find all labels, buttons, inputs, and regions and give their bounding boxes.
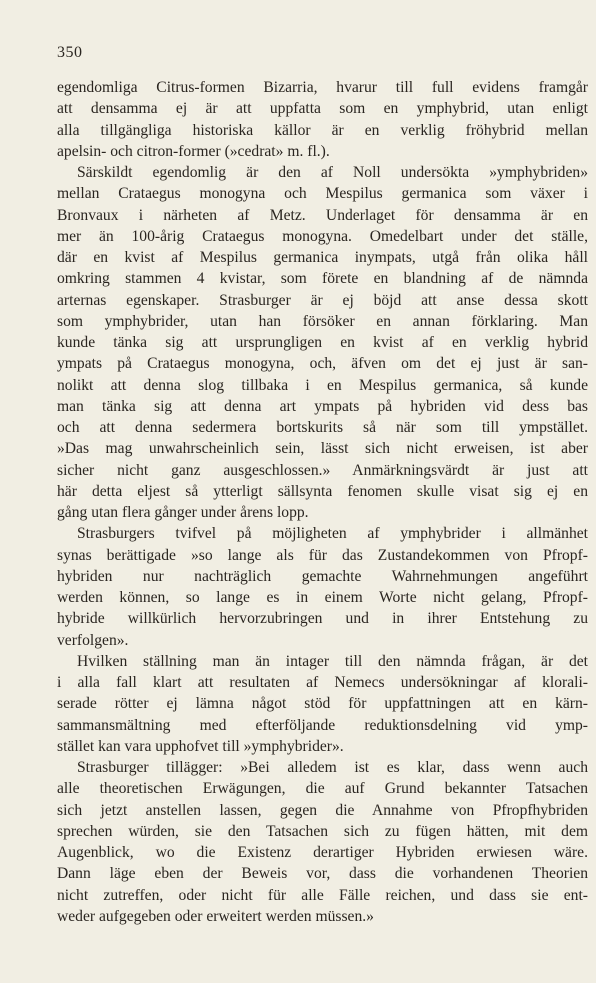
text-line: och att denna sedermera bortskurits så när som till ympstället. xyxy=(57,419,588,436)
text-line: mer än 100-årig Crataegus monogyna. Omedelbart under det ställe, xyxy=(57,227,588,245)
page-number: 350 xyxy=(57,44,83,61)
text-line: nolikt att denna slog tillbaka i en Mespilus germanica, så kunde xyxy=(57,376,588,394)
text-line: verfolgen». xyxy=(57,631,129,649)
text-line: werden können, so lange es in einem Worte nicht gelang, Pfropf- xyxy=(57,589,588,606)
text-line: i alla fall klart att resultaten af Nemecs undersökningar af klorali- xyxy=(57,674,588,691)
text-line: apelsin- och citron-former (»cedrat» m. fl.). xyxy=(57,142,330,160)
text-line: hybriden nur nachträglich gemachte Wahrnehmungen angeführt xyxy=(57,567,588,585)
text-line: sprechen würden, sie den Tatsachen sich zu fügen hätten, mit dem xyxy=(57,822,588,840)
text-line: arternas egenskaper. Strasburger är ej böjd att anse dessa skott xyxy=(57,291,588,309)
text-line: omkring stammen 4 kvistar, som förete en blandning af de nämnda xyxy=(57,270,588,288)
text-line: mellan Crataegus monogyna och Mespilus germanica som växer i xyxy=(57,185,588,203)
text-line: sich jetzt anstellen lassen, gegen die Annahme von Pfropfhybriden xyxy=(57,801,588,819)
text-line: synas berättigade »so lange als für das Zustandekommen von Pfropf- xyxy=(57,546,588,564)
text-line: egendomliga Citrus-formen Bizarria, hvarur till full evidens framgår xyxy=(57,79,588,96)
text-line: kunde tänka sig att ursprungligen en kvist af en verklig hybrid xyxy=(57,334,588,351)
text-line: där en kvist af Mespilus germanica inympats, utgå från olika håll xyxy=(57,249,588,266)
text-line: stället kan vara upphofvet till »ymphybrider». xyxy=(57,737,344,755)
text-line: sicher nicht ganz ausgeschlossen.» Anmärkningsvärdt är just att xyxy=(57,461,588,479)
text-line: serade rötter ej lämna något stöd för uppfattningen att en kärn- xyxy=(57,695,588,713)
text-line: sammansmältning med efterföljande reduktionsdelning vid ymp- xyxy=(57,716,588,734)
text-line: här detta eljest så ytterligt sällsynta fenomen skulle visat sig ej en xyxy=(57,482,588,500)
text-line: Dann läge eben der Beweis vor, dass die vorhandenen Theorien xyxy=(57,865,588,883)
text-line: hybride willkürlich hervorzubringen und in ihrer Entstehung zu xyxy=(57,610,588,628)
text-line: nicht zutreffen, oder nicht für alle Fälle reichen, und dass sie ent- xyxy=(57,886,588,904)
text-line: weder aufgegeben oder erweitert werden müssen.» xyxy=(57,907,374,925)
text-line: ympats på Crataegus monogyna, och, äfven om det ej just är san- xyxy=(57,355,588,373)
text-line: gång utan flera gånger under årens lopp. xyxy=(57,504,309,521)
body-text xyxy=(57,77,588,927)
text-line: Bronvaux i närheten af Metz. Underlaget för densamma är en xyxy=(57,206,588,224)
text-line: Särskildt egendomlig är den af Noll undersökta »ymphybriden» xyxy=(77,164,588,181)
text-line: alla tillgängliga historiska källor är en verklig fröhybrid mellan xyxy=(57,121,588,139)
text-line: att densamma ej är att uppfatta som en ymphybrid, utan enligt xyxy=(57,100,588,118)
text-line: Strasburger tillägger: »Bei alledem ist es klar, dass wenn auch xyxy=(77,759,588,776)
text-line: »Das mag unwahrscheinlich sein, lässt sich nicht erweisen, ist aber xyxy=(57,440,588,458)
text-line: Hvilken ställning man än intager till den nämnda frågan, är det xyxy=(77,652,588,670)
text-line: man tänka sig att denna art ympats på hybriden vid dess bas xyxy=(57,397,588,415)
text-line: Augenblick, wo die Existenz derartiger Hybriden erwiesen wäre. xyxy=(57,844,588,861)
text-line: Strasburgers tvifvel på möjligheten af ymphybrider i allmänhet xyxy=(77,525,588,543)
text-line: som ymphybrider, utan han försöker en annan förklaring. Man xyxy=(57,312,588,330)
text-line: alle theoretischen Erwägungen, die auf Grund bekannter Tatsachen xyxy=(57,780,588,798)
